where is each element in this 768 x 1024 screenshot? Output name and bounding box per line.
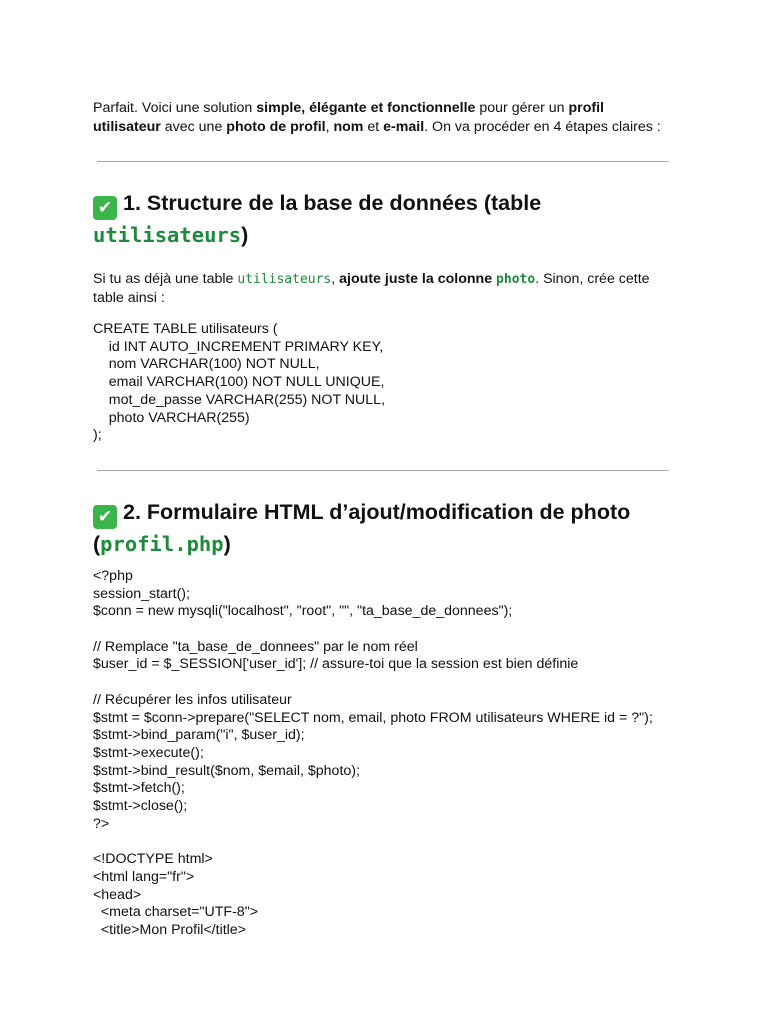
code-line: <head> (93, 886, 142, 903)
code-line: id INT AUTO_INCREMENT PRIMARY KEY, (93, 338, 384, 355)
section-2-heading-end: ) (223, 531, 231, 556)
code-line: ?> (93, 815, 110, 832)
intro-text-2: pour gérer un (475, 100, 569, 116)
code-line (93, 674, 673, 692)
intro-text-3: avec une (160, 119, 227, 135)
code-line: // Récupérer les infos utilisateur (93, 691, 292, 708)
section-1-text-2: , (331, 271, 340, 287)
intro-bold-3: photo de profil (226, 119, 326, 135)
code-line: $stmt = $conn->prepare("SELECT nom, email, photo FROM utilisateurs WHERE id = ?"); (93, 709, 653, 726)
section-divider-2 (97, 470, 669, 471)
php-code-block (93, 568, 673, 940)
intro-bold-2: profil utilisateur (93, 100, 604, 135)
code-line: $user_id = $_SESSION['user_id']; // assure-toi que la session est bien définie (93, 656, 579, 673)
section-2-heading-text: 2. Formulaire HTML d’ajout/modification de photo (123, 499, 631, 524)
code-line (93, 833, 673, 851)
code-line: $stmt->close(); (93, 798, 188, 815)
section-1-inline-code-2: photo (496, 272, 536, 287)
intro-bold-5: e-mail (383, 119, 425, 135)
check-mark-icon: ✔ (93, 505, 117, 529)
code-line: ); (93, 427, 102, 444)
section-2-heading-open: ( (93, 531, 101, 556)
code-line: $stmt->fetch(); (93, 780, 185, 797)
intro-text-4: , (325, 119, 334, 135)
code-line: $stmt->bind_result($nom, $email, $photo); (93, 762, 360, 779)
code-line: <title>Mon Profil</title> (93, 921, 246, 938)
section-1-text-3: . Sinon, crée cette table ainsi : (93, 271, 650, 306)
code-line: <html lang="fr"> (93, 868, 195, 885)
code-line: nom VARCHAR(100) NOT NULL, (93, 356, 320, 373)
section-1-text-1: Si tu as déjà une table (93, 271, 238, 287)
section-2-heading (93, 497, 673, 560)
intro-text-6: . On va procéder en 4 étapes claires : (424, 119, 661, 135)
code-line: session_start(); (93, 585, 190, 602)
code-line: $stmt->execute(); (93, 744, 204, 761)
intro-bold-1: simple, élégante et fonctionnelle (256, 100, 476, 116)
code-line: mot_de_passe VARCHAR(255) NOT NULL, (93, 391, 386, 408)
section-divider-1 (97, 161, 669, 162)
code-line: $conn = new mysqli("localhost", "root", "", "ta_base_de_donnees"); (93, 603, 513, 620)
code-line: <!DOCTYPE html> (93, 851, 213, 868)
code-line: photo VARCHAR(255) (93, 409, 250, 426)
section-2-heading-code: profil.php (100, 531, 224, 556)
section-1-inline-code-1: utilisateurs (237, 272, 332, 287)
intro-paragraph (93, 99, 673, 137)
intro-text-5: et (363, 119, 384, 135)
document-page (93, 99, 673, 940)
section-1-heading-text: 1. Structure de la base de données (table (123, 191, 542, 215)
intro-text-1: Parfait. Voici une solution (93, 100, 257, 116)
section-1-heading-end: ) (241, 223, 249, 247)
section-1-heading-code: utilisateurs (93, 223, 242, 247)
code-line: $stmt->bind_param("i", $user_id); (93, 727, 305, 744)
intro-bold-4: nom (333, 119, 364, 135)
code-line: // Remplace "ta_base_de_donnees" par le nom réel (93, 638, 418, 655)
code-line (93, 621, 673, 639)
code-line: CREATE TABLE utilisateurs ( (93, 321, 278, 337)
check-mark-icon: ✔ (93, 196, 117, 220)
section-1-bold: ajoute juste la colonne (339, 271, 497, 287)
code-line: <meta charset="UTF-8"> (93, 904, 259, 921)
code-line: email VARCHAR(100) NOT NULL UNIQUE, (93, 374, 385, 391)
code-line: <?php (93, 567, 133, 584)
section-1-heading (93, 188, 673, 251)
sql-code-block (93, 321, 673, 445)
section-1-paragraph (93, 270, 673, 307)
